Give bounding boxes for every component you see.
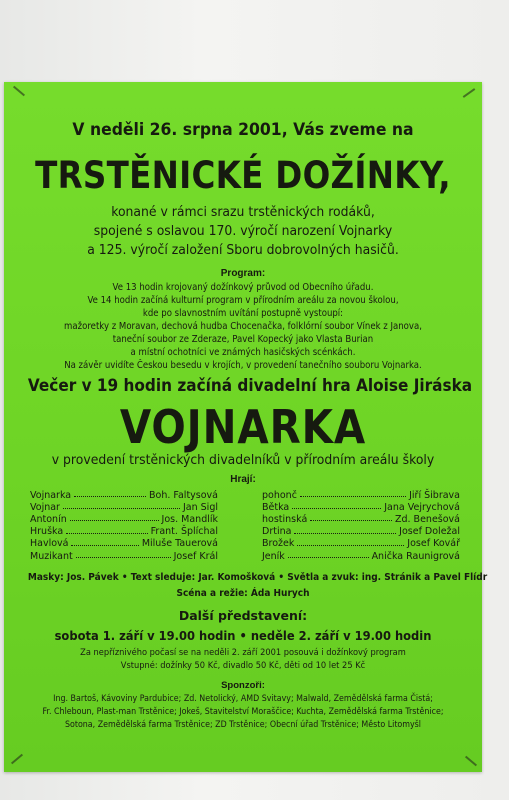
cast-row [30, 501, 218, 513]
cast-actor: Jan Sigl [182, 501, 218, 513]
program-line: taneční soubor ze Zderaze, Pavel Kopecký jako Vlasta Burian [112, 334, 374, 345]
cast-row [262, 526, 460, 538]
cast-row [262, 550, 460, 562]
cast-role: Vojnarka [30, 489, 72, 501]
cast-row [30, 489, 218, 501]
cast-actor: Frant. Šplíchal [150, 526, 218, 538]
event-title: TRSTĚNICKÉ DOŽÍNKY, [35, 154, 451, 197]
crew-credits: Masky: Jos. Pávek • Text sleduje: Jar. Komošková • Světla a zvuk: ing. Stránik a Pavel Flídr [27, 572, 488, 583]
thumbtack-mark [13, 86, 25, 97]
admission-prices: Vstupné: dožínky 50 Kč, divadlo 50 Kč, děti od 10 let 25 Kč [120, 661, 366, 671]
cast-list-left [30, 489, 218, 562]
cast-actor: Jos. Mandlík [161, 513, 218, 525]
program-heading: Program: [220, 268, 266, 279]
evening-announcement: Večer v 19 hodin začíná divadelní hra Aloise Jiráska [27, 376, 473, 396]
cast-role: Hruška [30, 526, 64, 538]
cast-heading: Hrají: [230, 474, 256, 485]
cast-row [262, 538, 460, 550]
cast-actor: Josef Doležal [399, 526, 460, 538]
cast-actor: Jiří Šibrava [409, 489, 460, 501]
cast-actor: Boh. Faltysová [149, 489, 218, 501]
subtitle-line: a 125. výročí založení Sboru dobrovolných hasičů. [87, 242, 399, 258]
direction-credit: Scéna a režie: Áda Hurych [176, 588, 310, 599]
weather-note: Za nepříznivého počasí se na neděli 2. září 2001 posouvá i dožínkový program [80, 648, 406, 658]
next-performances-heading: Další představení: [178, 608, 308, 623]
thumbtack-mark [465, 756, 477, 767]
sponsors-line: Ing. Bartoš, Kávoviny Pardubice; Zd. Netolický, AMD Svitavy; Malwald, Zemědělská farma Čistá; [53, 694, 433, 704]
cast-row [262, 501, 460, 513]
cast-actor: Zd. Benešová [394, 513, 460, 525]
cast-role: pohonč [262, 489, 297, 501]
cast-role: Antonín [30, 513, 67, 525]
cast-actor: Josef Kovář [407, 538, 460, 550]
cast-role: Vojnar [30, 501, 60, 513]
cast-role: Brožek [262, 538, 295, 550]
thumbtack-mark [11, 754, 23, 765]
sponsors-line: Fr. Chleboun, Plast-man Trstěnice; Jokeš, Stavitelství Moraščice; Kuchta, Zemědělská farma Trstěnice; [42, 707, 444, 717]
subtitle-line: konané v rámci srazu trstěnických rodáků, [111, 204, 375, 220]
program-line: Ve 14 hodin začíná kulturní program v přírodním areálu za novou školou, [87, 295, 399, 306]
program-line: mažoretky z Moravan, dechová hudba Chocenačka, folklórní soubor Vínek z Janova, [64, 321, 422, 332]
sponsors-line: Sotona, Zemědělská farma Trstěnice; ZD Trstěnice; Obecní úřad Trstěnice; Město Litomyšl [64, 720, 422, 730]
next-performances-dates: sobota 1. září v 19.00 hodin • neděle 2. září v 19.00 hodin [54, 628, 432, 643]
subtitle-line: spojené s oslavou 170. výročí narození Vojnarky [93, 223, 393, 239]
sponsors-heading: Sponzoři: [221, 680, 265, 691]
cast-actor: Anička Raunigrová [371, 550, 460, 562]
performed-by: v provedení trstěnických divadelníků v přírodním areálu školy [51, 452, 435, 468]
cast-row [30, 550, 218, 562]
cast-list-right [262, 489, 460, 562]
program-line: kde po slavnostním uvítání postupně vystoupí: [142, 308, 344, 319]
program-line: Ve 13 hodin krojovaný dožínkový průvod od Obecního úřadu. [112, 282, 374, 293]
cast-row [262, 513, 460, 525]
cast-role: hostinská [262, 513, 308, 525]
invitation-line: V neděli 26. srpna 2001, Vás zveme na [72, 120, 414, 140]
play-title: VOJNARKA [119, 400, 367, 454]
program-line: a místní ochotníci ve známých hasičských scénkách. [130, 347, 356, 358]
cast-role: Bětka [262, 501, 290, 513]
cast-role: Muzikant [30, 550, 73, 562]
cast-role: Drtina [262, 526, 292, 538]
cast-actor: Miluše Tauerová [141, 538, 218, 550]
poster [4, 82, 488, 772]
cast-actor: Jana Vejrychová [384, 501, 460, 513]
cast-row [262, 489, 460, 501]
cast-row [30, 526, 218, 538]
cast-row [30, 513, 218, 525]
program-line: Na závěr uvidíte Českou besedu v krojích, v provedení tanečního souboru Vojnarka. [64, 360, 422, 371]
cast-row [30, 538, 218, 550]
thumbtack-mark [463, 88, 476, 98]
cast-role: Jeník [262, 550, 285, 562]
cast-actor: Josef Král [173, 550, 218, 562]
cast-role: Havlová [30, 538, 69, 550]
